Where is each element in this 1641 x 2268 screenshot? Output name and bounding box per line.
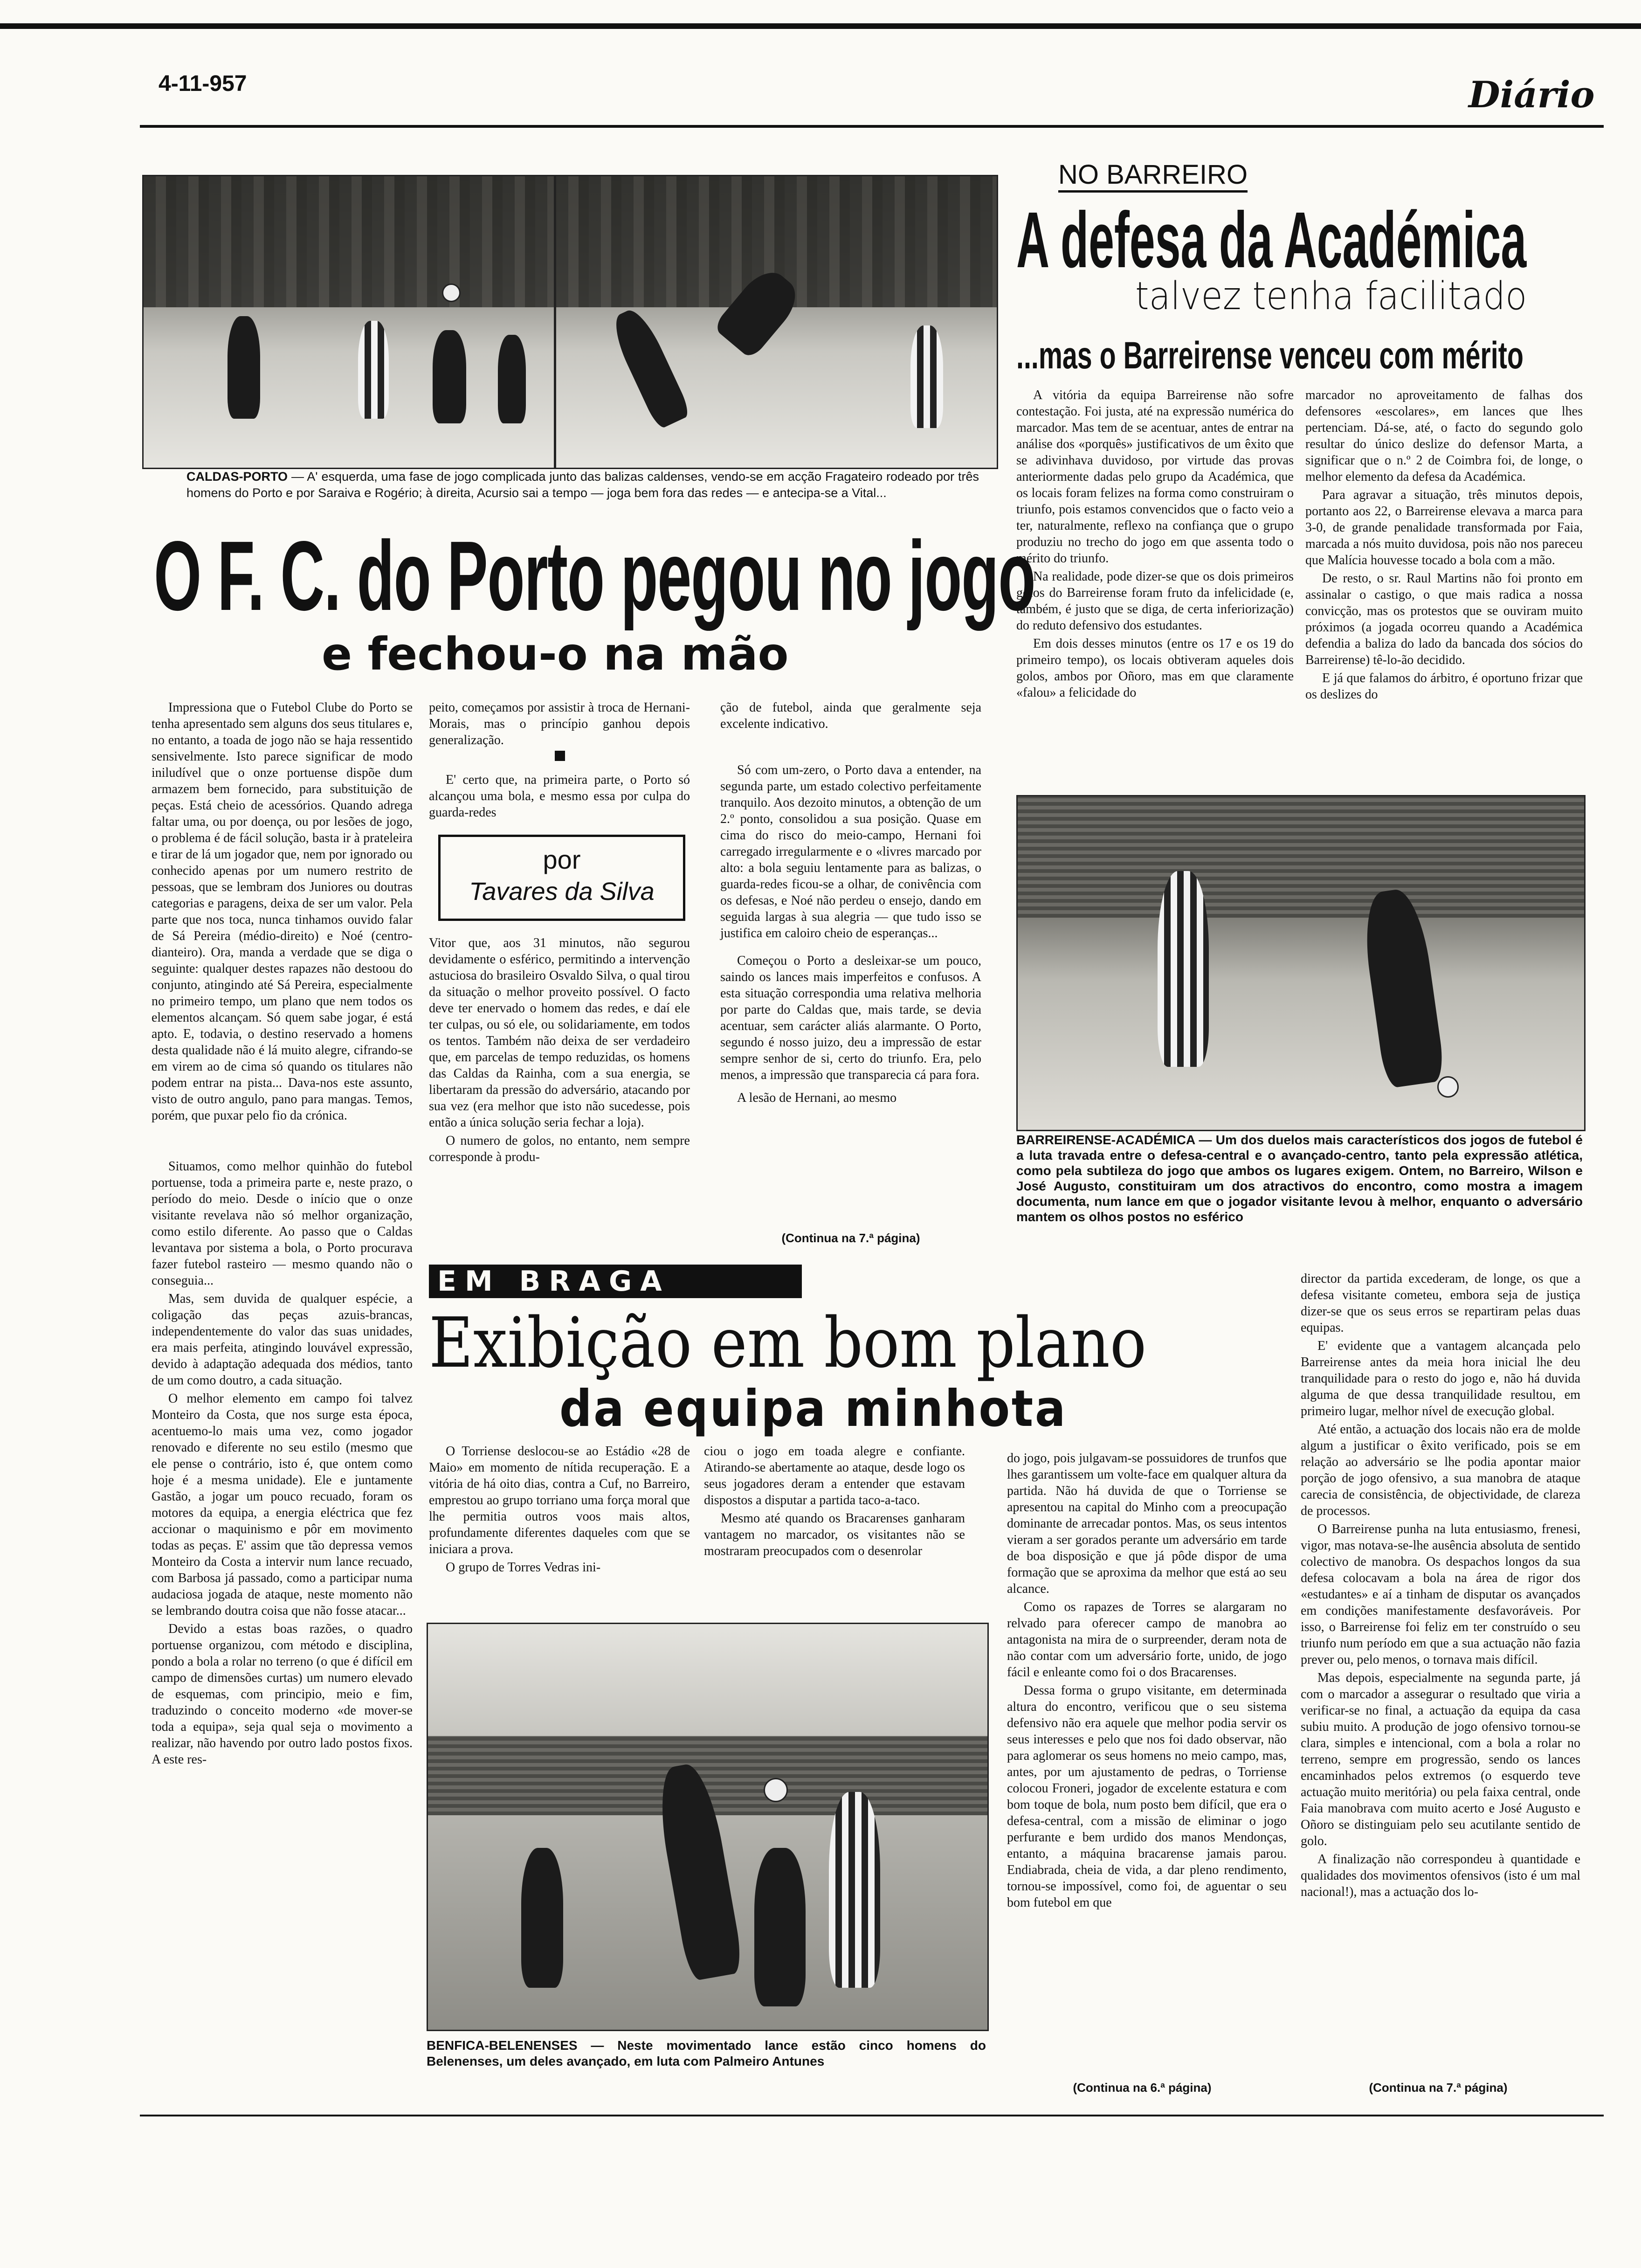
paragraph: A vitória da equipa Barreirense não sofre contestação. Foi justa, até na expressão numérica do marcador. Mas tem de se acentuar, antes de entrar na análise dos «porquês» justificativos de um êxito que se adivinhava duvidoso, por virtude das provas anteriormente dadas pelo grupo da Académica, que os locais foram felizes na forma como construiram o triunfo, pois estamos convencidos que o facto veio a ter, naturalmente, reflexo na confiança que o grupo produziu no trecho do jogo em que assenta todo o mérito do triunfo. [1016,388,1294,566]
caption-lead: BARREIRENSE-ACADÉMICA [1016,1133,1195,1147]
caption-lead: CALDAS-PORTO [186,470,288,484]
byline-prefix: por [543,845,581,874]
paragraph: Mesmo até quando os Bracarenses ganharam vantagem no marcador, os visitantes não se mostraram preocupados com o desenrolar [704,1511,965,1558]
paragraph: Começou o Porto a desleixar-se um pouco, saindo os lances mais imperfeitos e confusos. A esta situação correspondia uma relativa melhoria por parte do Caldas que, mais tarde, se devia acentuar, sem carácter aliás alarmante. O Porto, segundo é nosso juizo, deu a impressão de estar sempre senhor de si, certo do triunfo. Era, pelo menos, a impressão que transparecia cá para fora. [720,954,981,1082]
photo-caption-barreirense [1016,1132,1583,1224]
paragraph: E' evidente que a vantagem alcançada pelo Barreirense antes da meia hora inicial lhe deu tranquilidade para o resto do jogo e, não há duvida alguma de que dessa tranquilidade resultou, em primeiro lugar, melhor nível de execução global. [1301,1339,1580,1418]
caption-text: — Um dos duelos mais característicos dos jogos de futebol é a luta travada entre o defesa-central e o avançado-centro, tanto pela expressão atlética, como pela subtileza do jogo que ambos os lugares exigem. Ontem, no Barreiro, Wilson e José Augusto, constituiram um dos atractivos do encontro, como mostra a imagem documenta, num lance em que o jogador visitante levou à melhor, enquanto o adversário mantem os olhos postos no esférico [1016,1133,1583,1224]
paragraph: Para agravar a situação, três minutos depois, portanto aos 22, o Barreirense elevava a marca para 3-0, de grande penalidade transformada por Faia, marcada a nós muito duvidosa, pois não nos pareceu que Malícia houvesse tocado a bola com a mão. [1305,488,1583,567]
paragraph: O melhor elemento em campo foi talvez Monteiro da Costa, que nos surge esta época, acentuemo-lo mais uma vez, como jogador renovado e diferente no seu estilo (mesmo que ele pense o contrário, isto é, que ontem como hoje é a mesma unidade). Ele e juntamente Gastão, a jogar um pouco recuado, foram os motores da equipa, a energia eléctrica que fez accionar o maquinismo e pôr em movimento todas as peças. E' assim que tão depressa vemos Monteiro da Costa a intervir num lance recuado, com Barbosa já passado, como a participar numa audaciosa jogada de ataque, neste momento não se lembrando doutra coisa que não fosse atacar... [152,1391,413,1618]
paragraph: Só com um-zero, o Porto dava a entender, na segunda parte, um estado colectivo perfeitamente tranquilo. Aos dezoito minutos, a obtenção de um 2.º ponto, consolidou a sua posição. Quase em cima do risco do meio-campo, Hernani foi carregado irregularmente e o «livres marcado por alto: a bola seguiu lentamente para as balizas, o guarda-redes ficou-se a olhar, de conivência com os defesas, e Noé não perdeu o ensejo, dando em seguida largas à sua alegria — que tudo isso se justifica em caloiro cheio de esperanças... [720,763,981,940]
paragraph: O grupo de Torres Vedras ini- [446,1560,601,1575]
braga-continuation: (Continua na 6.ª página) [1073,2081,1212,2095]
kicker-barreiro: NO BARREIRO [1058,159,1248,193]
photo-caldas-porto-right [555,175,998,469]
braga-column-3 [1007,1450,1287,1913]
paragraph: Como os rapazes de Torres se alargaram no relvado para oferecer campo de manobra ao antagonista na mira de o surpreender, deram nota de não contar com um adversário forte, unido, de jogo fácil e enleante como foi o dos Bracarenses. [1007,1600,1287,1680]
headline-barreiro: A defesa da Académica [1016,196,1527,284]
kicker-braga: EM BRAGA [429,1265,802,1298]
paragraph: Vitor que, aos 31 minutos, não segurou devidamente o esférico, permitindo a intervenção astuciosa do brasileiro Osvaldo Silva, o qual tirou da situação o melhor proveito possível. O facto deve ter enervado o homem das redes, e daí ele ter culpas, ou só ele, ou solidariamente, em todos os tentos. Também não deixa de ser verdadeiro que, em parcelas de tempo reduzidas, os homens das Caldas da Rainha, com a sua energia, se libertaram da pressão do adversário, atacando por sua vez (era melhor que isto não sucedesse, pois então a única solução seria fechar a loja). [429,936,690,1130]
porto-column-2-c [429,935,690,1167]
headline-porto: O F. C. do Porto pegou no jogo [154,520,1035,631]
issue-date: 4-11-957 [159,71,247,96]
photo-benfica-belenenses [427,1623,989,2031]
photo-caption-benfica [427,2038,986,2069]
subheadline-porto: e fechou-o na mão [322,628,789,680]
porto-column-2-b [429,772,690,823]
photo-caldas-porto-left [142,175,555,469]
barreiro-column-1 [1016,387,1294,703]
paragraph: Em dois desses minutos (entre os 17 e os 19 do primeiro tempo), os locais obtiveram aqueles dois golos, ambos por Oñoro, mas em que claramente «falou» a felicidade do [1016,636,1294,700]
caption-text: — Neste movimentado lance estão cinco homens do Belenenses, um deles avançado, em luta com Palmeiro Antunes [427,2038,986,2068]
paragraph: peito, começamos por assistir à troca de Hernani-Morais, mas o princípio ganhou depois generalização. [429,700,690,747]
braga-column-2 [704,1443,965,1561]
masthead-rule [140,125,1604,128]
porto-column-2 [429,699,690,750]
paragraph: O numero de golos, no entanto, nem sempre corresponde à produ- [429,1134,690,1164]
paragraph: Situamos, como melhor quinhão do futebol portuense, toda a primeira parte e, neste prazo, o período do meio. Desde o início que o onze visitante revelava não só melhor organização, como estilo diferente. Ao passo que o Caldas levantava por sistema a bola, o Porto procurava fazer futebol rasteiro — mesmo quando não o conseguia... [152,1159,413,1288]
byline-box [438,835,685,921]
porto-column-1 [152,699,413,1770]
paragraph: E' certo que, na primeira parte, o Porto só alcançou uma bola, e mesmo essa por culpa do guarda-redes [429,773,690,820]
subheadline-barreiro-1: talvez tenha facilitado [1135,274,1527,318]
caption-text: — A' esquerda, uma fase de jogo complicada junto das balizas caldenses, vendo-se em acção Fragateiro rodeado por três homens do Porto e por Saraiva e Rogério; à direita, Acursio sai a tempo — joga bem fora das redes — e antecipa-se a Vital... [186,470,979,500]
photo-caption-caldas-porto [186,469,979,501]
section-marker [555,751,565,761]
paragraph: De resto, o sr. Raul Martins não foi pronto em assinalar o castigo, o que mais radica a nossa convicção, mas os protestos que se ouviram muito próximos (a jogada ocorreu quando a Académica defendia a baliza do lado da bancada dos sócios do Barreirense) tê-lo-ão decidido. [1305,571,1583,667]
headline-braga: Exibição em bom plano [429,1303,1147,1383]
paragraph: Mas, sem duvida de qualquer espécie, a coligação das peças azuis-brancas, independentemente do valor das suas unidades, era mais perfeita, atingindo louvável expressão, devido à adaptação adequada dos médios, tanto de um como doutro, a cada situação. [152,1292,413,1388]
caption-lead: BENFICA-BELENENSES [427,2038,578,2053]
paragraph: O Torriense deslocou-se ao Estádio «28 de Maio» em momento de nítida recuperação. E a vitória de há oito dias, contra a Cuf, no Barreiro, emprestou ao grupo torriano uma força moral que lhe permitia outros voos mais altos, profundamente diferentes daqueles com que se iniciara a prova. [429,1444,690,1556]
paragraph: Impressiona que o Futebol Clube do Porto se tenha apresentado sem alguns dos seus titulares e, no entanto, a toada de jogo não se haja ressentido sensivelmente. Isto parece significar de modo iniludível que o onze portuense dispõe dum armazem bem fornecido, para substituição de peças. Está cheio de acessórios. Quando adrega faltar uma, ou por doença, ou por lesões de jogo, o problema é de fácil solução, basta ir à prateleira e tirar de lá um jogador que, nem por ignorado ou conhecido apenas por um numero restrito de pessoas, que se lembram dos Juniores ou doutras categorias e paragens, deixa de ser um valor. Pela parte que nos toca, nunca tinhamos ouvido falar de Sá Pereira (médio-direito) e Noé (centro-dianteiro). Ora, manda a verdade que se diga o seguinte: qualquer destes rapazes não destoou do conjunto, atingindo até Sá Pereira, especialmente no primeiro tempo, um plano que nem todos os elementos alcançam. Só quem sabe jogar, é está apto. E, todavia, o destino reservado a homens desta qualidade não é lá muito alegre, cifrando-se em virem ao de cima só quando os titulares não podem entrar na pista... Dava-nos este assunto, visto de outro angulo, pano para mangas. Temos, porém, que puxar pelo fio da crónica. [152,700,413,1123]
barreiro-column-2 [1305,387,1583,705]
paragraph: Até então, a actuação dos locais não era de molde algum a justificar o êxito verificado, pois se em relação ao adversário se lhe podia apontar maior porção de jogo ofensivo, a sua manobra de ataque carecia de consistência, de objectividade, de clareza de processos. [1301,1422,1580,1518]
paragraph: O Barreirense punha na luta entusiasmo, frenesi, vigor, mas notava-se-lhe ausência absoluta de sentido colectivo de manobra. Os despachos longos da sua defesa colocavam a bola na área de rigor dos «estudantes» e aí a tinham de disputar os avançados em condições manifestamente desfavoráveis. Por isso, o Barreirense foi feliz em ter construído o seu triunfo num período em que a sua actuação não fazia prever ou, pelo menos, o tornava mais difícil. [1301,1522,1580,1667]
subheadline-braga: da equipa minhota [559,1380,1068,1438]
barreiro-column-3 [1301,1271,1580,1902]
paragraph: Dessa forma o grupo visitante, em determinada altura do encontro, verificou que o seu sistema defensivo não era aquele que melhor podia servir os seus interesses e pelo que nos foi dado observar, não para aglomerar os seus homens no meio campo, mas, antes, por um ajustamento de pedras, o Torriense colocou Froneri, jogador de excelente estatura e com bom toque de bola, num posto bem difícil, que era o defesa-central, com a missão de eliminar o jogo perfurante e bem urdido dos manos Mendonças, entanto, a máquina bracarense jamais parou. Endiabrada, cheia de vida, a dar pleno rendimento, tornou-se impossível, como foi, de aguentar o seu bom futebol em que [1007,1683,1287,1910]
porto-continuation: (Continua na 7.ª página) [781,1231,920,1245]
photo-barreirense-academica [1016,795,1586,1131]
paragraph: ção de futebol, ainda que geralmente seja excelente indicativo. [720,700,981,731]
bottom-rule [140,2115,1604,2116]
paragraph: marcador no aproveitamento de falhas dos defensores «escolares», em lances que lhes pertenciam. Dá-se, até, o facto do segundo golo resultar do único deslize do defensor Marta, a significar que o n.º 2 de Coimbra foi, de longe, o melhor elemento da defesa da Académica. [1305,388,1583,484]
paragraph: do jogo, pois julgavam-se possuidores de trunfos que lhes garantissem um volte-face em qualquer altura da partida. Não há duvida de que o Torriense se apresentou na capital do Minho com a preocupação dominante de arrecadar pontos. Mas, os seus intentos vieram a ser gorados perante um adversário em tarde de boa disposição e que já pôde dispor de uma formação que se aproxima da melhor que está ao seu alcance. [1007,1451,1287,1596]
porto-column-3 [720,699,981,1108]
paragraph: director da partida excederam, de longe, os que a defesa visitante cometeu, embora seja de justiça dizer-se que os seus erros se repartiram pelas duas equipas. [1301,1272,1580,1335]
braga-column-1 [429,1443,690,1577]
paragraph: ciou o jogo em toada alegre e confiante. Atirando-se abertamente ao ataque, desde logo os seus jogadores deram a entender que estavam dispostos a disputar a partida taco-a-taco. [704,1444,965,1507]
paragraph: Mas depois, especialmente na segunda parte, já com o marcador a assegurar o resultado que viria a verificar-se no final, a actuação da equipa da casa subiu muito. A produção de jogo ofensivo tornou-se clara, simples e intencional, com a bola a rolar no terreno, sempre em progressão, sendo os lances encaminhados pelos extremos (o esquerdo teve actuação muito meritória) ou pela faixa central, onde Faia manobrava com muito acerto e José Augusto e Oñoro se distinguiam pelo seu acutilante sentido de golo. [1301,1671,1580,1848]
paragraph: Na realidade, pode dizer-se que os dois primeiros golos do Barreirense foram fruto da infelicidade (e, também, é justo que se diga, de certa inferiorização) do reduto defensivo dos estudantes. [1016,569,1294,633]
subheadline-barreiro-2: ...mas o Barreirense venceu com mérito [1016,334,1524,377]
paragraph: E já que falamos do árbitro, é oportuno frizar que os deslizes do [1305,671,1583,702]
top-rule [0,23,1641,29]
paragraph: A finalização não correspondeu à quantidade e qualidades dos movimentos ofensivos (isto é um mal nacional!), mas a actuação dos lo- [1301,1852,1580,1899]
barreiro-continuation: (Continua na 7.ª página) [1369,2081,1508,2095]
paragraph: A lesão de Hernani, ao mesmo [737,1091,897,1105]
paper-name: Diário [1469,74,1595,116]
byline-author: Tavares da Silva [469,878,655,906]
paragraph: Devido a estas boas razões, o quadro portuense organizou, com método e disciplina, pondo a bola a rolar no terreno (o que é difícil em campo de dimensões curtas) um numero elevado de esquemas, com principio, meio e fim, traduzindo o conceito moderno «de mover-se toda a equipa», seja qual seja o movimento a realizar, não havendo por outro lado postos fixos. A este res- [152,1622,413,1767]
